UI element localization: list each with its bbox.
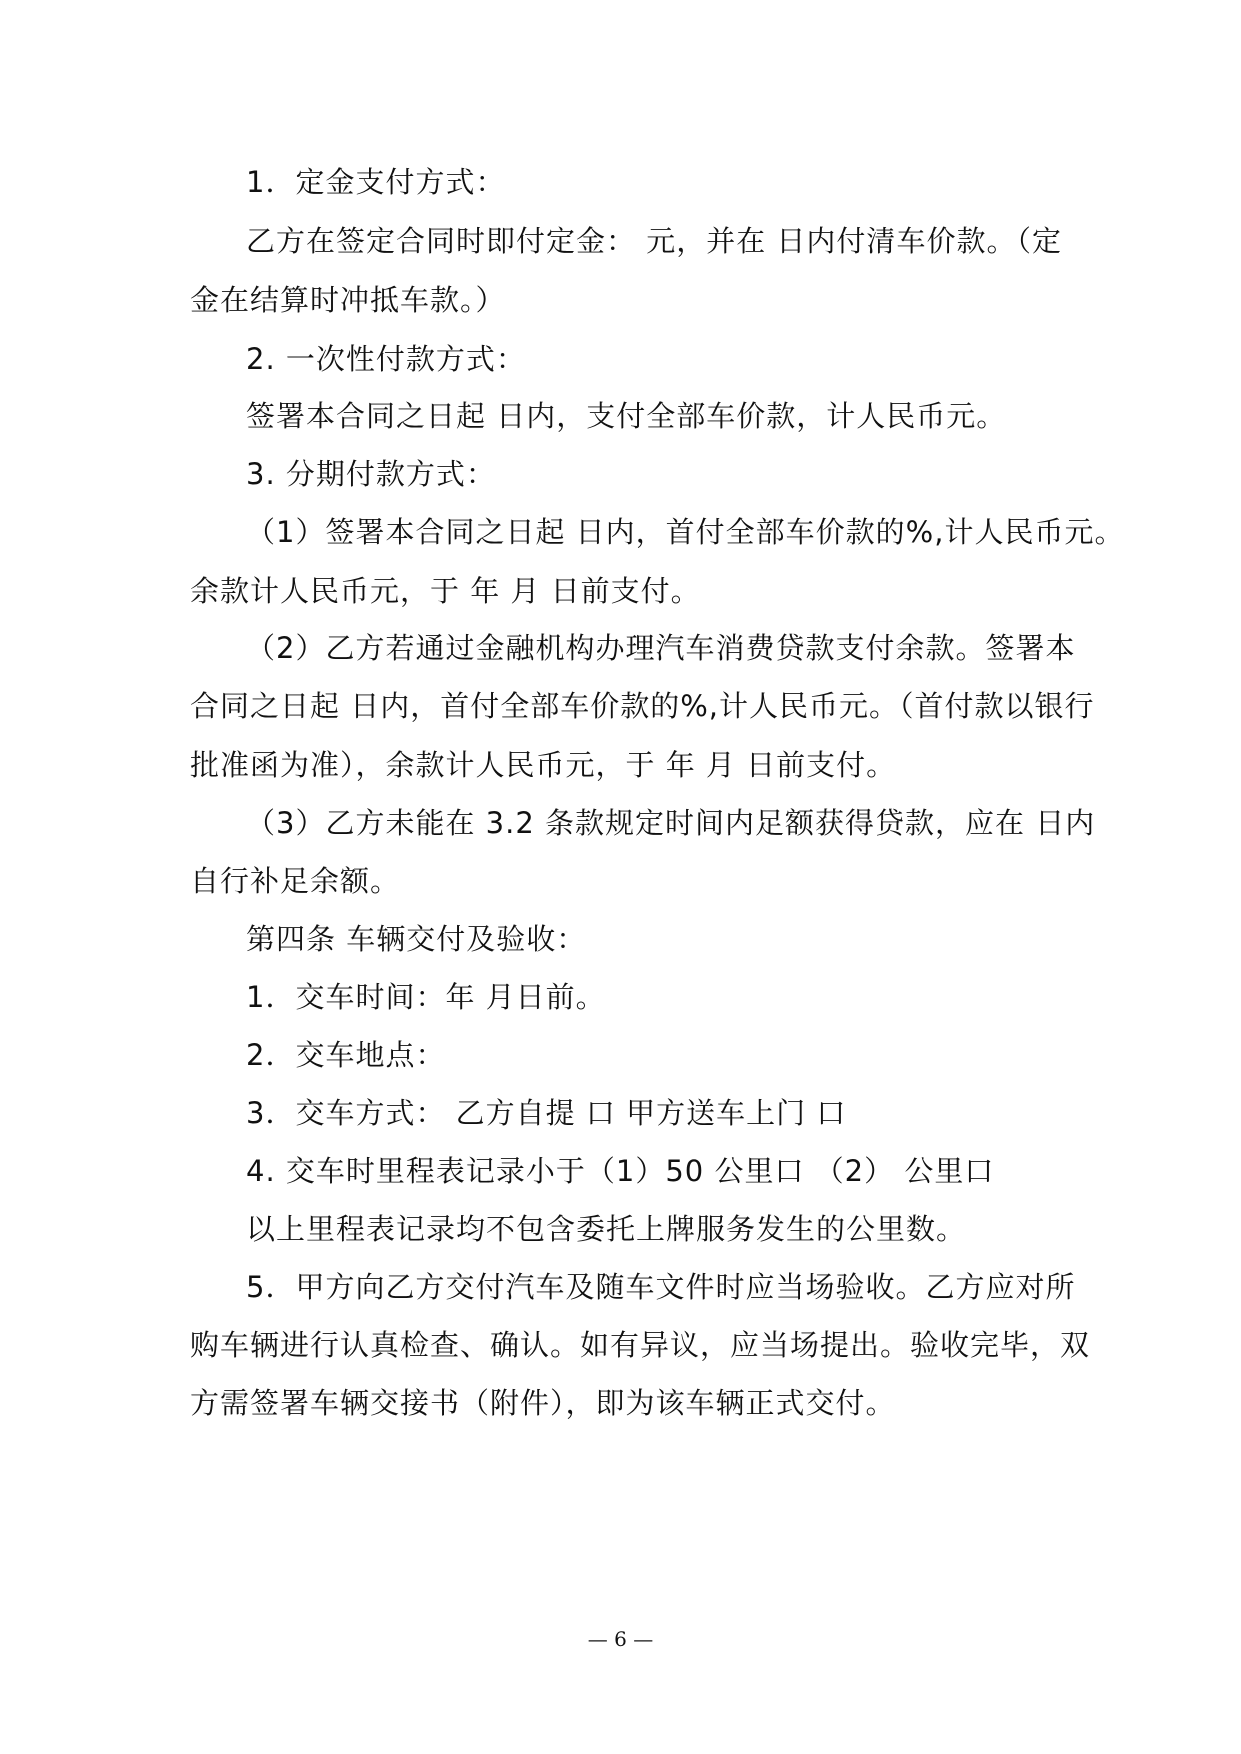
- text-line: 以上里程表记录均不包含委托上牌服务发生的公里数。: [246, 1212, 967, 1246]
- text-line: 乙方在签定合同时即付定金： 元，并在 日内付清车价款。（定: [246, 224, 1062, 258]
- text-line: 金在结算时冲抵车款。）: [190, 283, 506, 317]
- text-line: 方需签署车辆交接书（附件），即为该车辆正式交付。: [190, 1386, 896, 1420]
- text-line: 3. 分期付款方式：: [246, 457, 496, 491]
- text-line: 批准函为准），余款计人民币元，于 年 月 日前支付。: [190, 748, 897, 782]
- text-line: 合同之日起 日内，首付全部车价款的%,计人民币元。（首付款以银行: [190, 689, 1095, 723]
- text-line: 1．交车时间：年 月日前。: [246, 980, 606, 1014]
- section-heading: 第四条 车辆交付及验收：: [246, 922, 587, 956]
- text-line: 2．交车地点：: [246, 1038, 446, 1072]
- text-line: 2. 一次性付款方式：: [246, 342, 526, 376]
- text-line: （2）乙方若通过金融机构办理汽车消费贷款支付余款。签署本: [246, 631, 1076, 665]
- text-line: 5．甲方向乙方交付汽车及随车文件时应当场验收。乙方应对所: [246, 1270, 1076, 1304]
- text-line: 1．定金支付方式：: [246, 165, 506, 199]
- text-line: 余款计人民币元，于 年 月 日前支付。: [190, 574, 701, 608]
- text-line: 签署本合同之日起 日内，支付全部车价款，计人民币元。: [246, 399, 1007, 433]
- text-line: （1）签署本合同之日起 日内，首付全部车价款的%,计人民币元。: [246, 515, 1125, 549]
- page-number: — 6 —: [587, 1627, 654, 1651]
- text-line: 3．交车方式： 乙方自提 口 甲方送车上门 口: [246, 1096, 847, 1130]
- text-line: （3）乙方未能在 3.2 条款规定时间内足额获得贷款，应在 日内: [246, 806, 1096, 840]
- text-line: 4. 交车时里程表记录小于（1）50 公里口 （2） 公里口: [246, 1154, 995, 1188]
- text-line: 自行补足余额。: [190, 864, 401, 898]
- text-line: 购车辆进行认真检查、确认。如有异议，应当场提出。验收完毕，双: [190, 1328, 1091, 1362]
